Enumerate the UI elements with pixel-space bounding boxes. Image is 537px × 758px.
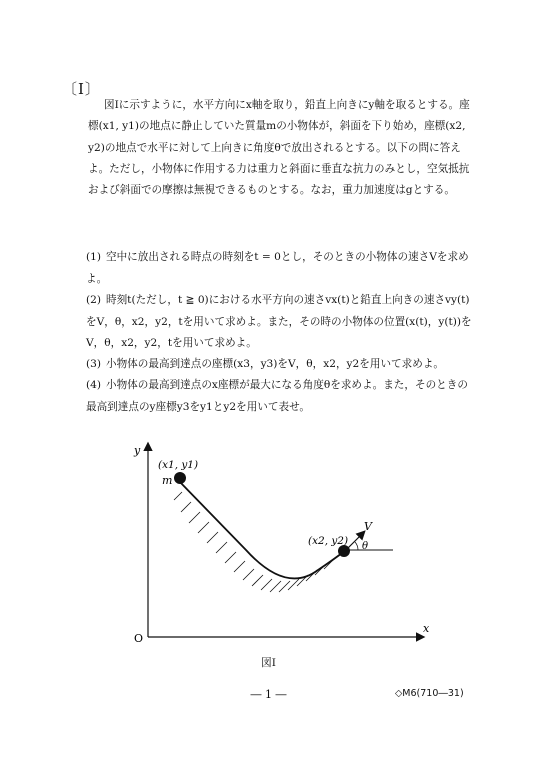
y-axis-label: y xyxy=(134,444,141,457)
question-text: 時刻t(ただし，t ≧ 0)における水平方向の速さvx(t)と鉛直上向きの速さvy(t)をV，θ，x2，y2，tを用いて求めよ。また，その時の小物体の位置(x(t)，y(t))をV，θ，x2，y2，tを用いて求めよ。 xyxy=(86,294,472,349)
question-number: (4) xyxy=(86,379,102,391)
figure-caption: 図Ⅰ xyxy=(261,657,276,669)
mass-label: m xyxy=(162,474,173,487)
question-text: 空中に放出される時点の時刻をt = 0とし，そのときの小物体の速さVを求めよ。 xyxy=(86,251,469,285)
angle-label: θ xyxy=(362,541,369,552)
point2-label: (x2, y2) xyxy=(308,535,349,547)
x-axis-label: x xyxy=(423,622,430,635)
origin-label: O xyxy=(134,632,144,645)
angle-arc xyxy=(355,542,358,550)
point1-label: (x1, y1) xyxy=(158,459,199,471)
intro-paragraph: 図Ⅰに示すように，水平方向にx軸を取り，鉛直上向きにy軸を取るとする。座標(x1, y1)の地点に静止していた質量mの小物体が，斜面を下り始め，座標(x2, y2)の地点で水平に対して上向きに角度θで放出されるとする。以下の問に答えよ。ただし，小物体に作用する力は重力と斜面に垂直な抗力のみとし，空気抵抗および斜面での摩擦は無視できるものとする。なお，重力加速度はgとする。 xyxy=(88,99,470,197)
question-text: 小物体の最高到達点の座標(x3，y3)をV，θ，x2，y2を用いて求めよ。 xyxy=(106,358,445,370)
velocity-label: V xyxy=(364,520,372,533)
section-label: 〔Ⅰ〕 xyxy=(62,80,101,98)
question-1 xyxy=(86,247,478,290)
slope-curve xyxy=(178,480,349,578)
question-number: (1) xyxy=(86,251,102,263)
page-number: ― 1 ― xyxy=(250,688,287,701)
object-start-ball xyxy=(174,472,186,484)
question-number: (2) xyxy=(86,294,102,306)
figure-diagram xyxy=(118,432,438,647)
question-text: 小物体の最高到達点のx座標が最大になる角度θを求めよ。また，そのときの最高到達点のy座標y3をy1とy2を用いて表せ。 xyxy=(86,379,468,413)
document-code: ◇M6(710―31) xyxy=(395,688,464,699)
question-4 xyxy=(86,375,478,418)
question-number: (3) xyxy=(86,358,102,370)
question-2 xyxy=(86,290,478,355)
question-3 xyxy=(86,354,478,376)
